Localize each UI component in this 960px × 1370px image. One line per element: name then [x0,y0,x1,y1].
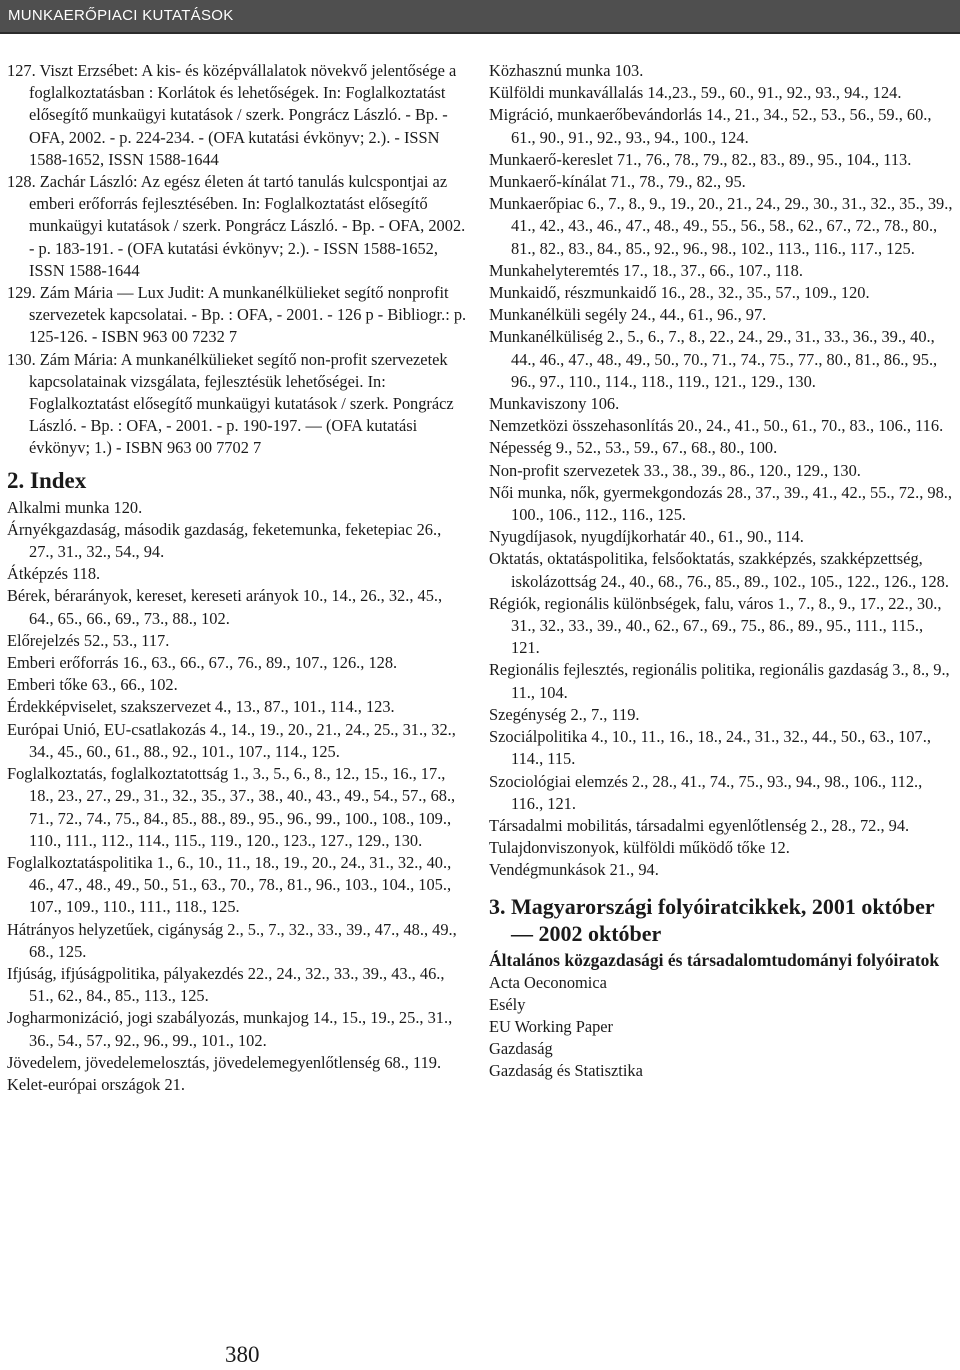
index-entry: Kelet-európai országok 21. [7,1074,185,1094]
index-entry: Munkanélküli segély 24., 44., 61., 96., 97. [489,305,767,325]
index-entry: Jövedelem, jövedelemelosztás, jövedelemegyenlőtlenség 68., 119. [7,1052,442,1072]
index-entry: Munkaerő-kínálat 71., 78., 79., 82., 95. [489,172,746,192]
index-entry: Foglalkoztatás, foglalkoztatottság 1., 3., 5., 6., 8., 12., 15., 16., 17., 18., 23., 27., 29., 31., 32., 35., 37., 38., 40., 43., 49., 54., 57., 68., 71., 72., 74., 75., 84., 85., 88., 89., 95., 96., 99., 100., 108., 109., 110., 111., 112., 114., 115., 119., 120., 123., 127., 129., 130. [7,764,456,850]
index-entry: Európai Unió, EU-csatlakozás 4., 14., 19., 20., 21., 24., 25., 31., 32., 34., 45., 60., 61., 88., 92., 101., 107., 114., 125. [7,719,456,761]
index-entry: Emberi erőforrás 16., 63., 66., 67., 76., 89., 107., 126., 128. [7,653,398,673]
page-number: 380 [225,1342,260,1367]
index-entry: Szegénység 2., 7., 119. [489,704,640,724]
index-entry: Munkaerő-kereslet 71., 76., 78., 79., 82., 83., 89., 95., 104., 113. [489,149,912,169]
index-entry: Nemzetközi összehasonlítás 20., 24., 41., 50., 61., 70., 83., 106., 116. [489,416,944,436]
running-header [0,0,960,34]
left-column [7,60,469,1096]
header-title: MUNKAERŐPIACI KUTATÁSOK [8,7,234,24]
reference-130: 130. Zám Mária: A munkanélkülieket segítő non-profit szervezetek kapcsolatainak vizsgálata, fejlesztésük lehetőségei. In: Foglalkoztatást elősegítő munkaügyi kutatások / szerk. Pongrácz László. - Bp. : OFA, - 2001. - p. 190-197. ― (OFA kutatási évkönyv; 1.) - ISBN 963 00 7702 7 [7,349,454,458]
index-entry: Érdekképviselet, szakszervezet 4., 13., 87., 101., 114., 123. [7,697,395,717]
index-entry: Munkahelyteremtés 17., 18., 37., 66., 107., 118. [489,260,803,280]
index-entry: Külföldi munkavállalás 14.,23., 59., 60., 91., 92., 93., 94., 124. [489,83,902,103]
index-entry: Oktatás, oktatáspolitika, felsőoktatás, szakképzés, szakképzettség, iskolázottság 24., 40., 68., 76., 85., 89., 102., 105., 122., 126., 128. [489,549,949,591]
index-entry: Emberi tőke 63., 66., 102. [7,675,178,695]
index-entry: Munkaerőpiac 6., 7., 8., 9., 19., 20., 21., 24., 29., 30., 31., 32., 35., 39., 41., 42., 43., 46., 47., 48., 49., 55., 56., 58., 62., 67., 72., 78., 80., 81., 82., 83., 84., 85., 92., 96., 98., 102., 113., 116., 117., 125. [489,194,953,258]
index-entry: Népesség 9., 52., 53., 59., 67., 68., 80., 100. [489,438,778,458]
index-entry: Regionális fejlesztés, regionális politika, regionális gazdaság 3., 8., 9., 11., 104. [489,660,950,702]
reference-127: 127. Viszt Erzsébet: A kis- és középvállalatok növekvő jelentősége a foglalkoztatásban : Korlátok és lehetőségek. In: Foglalkoztatást elősegítő munkaügyi kutatások / szerk. Pongrácz László. - Bp. - OFA, 2002. - p. 224-234. - (OFA kutatási évkönyv; 2.). - ISSN 1588-1652, ISSN 1588-1644 [7,61,457,169]
index-entry: Előrejelzés 52., 53., 117. [7,630,170,650]
index-entry: Szociológiai elemzés 2., 28., 41., 74., 75., 93., 94., 98., 106., 112., 116., 121. [489,771,923,813]
index-entry: Tulajdonviszonyok, külföldi működő tőke 12. [489,838,790,858]
index-entry: Szociálpolitika 4., 10., 11., 16., 18., 24., 31., 32., 44., 50., 63., 107., 114., 115. [489,727,931,769]
right-column [489,60,955,1083]
index-entry: Bérek, bérarányok, kereset, kereseti arányok 10., 14., 26., 32., 45., 64., 65., 66., 69., 73., 88., 102. [7,586,443,628]
index-entry: Munkaidő, részmunkaidő 16., 28., 32., 35., 57., 109., 120. [489,283,870,303]
index-entry: Vendégmunkások 21., 94. [489,860,659,880]
index-entry: Társadalmi mobilitás, társadalmi egyenlőtlenség 2., 28., 72., 94. [489,815,910,835]
index-entry: Nyugdíjasok, nyugdíjkorhatár 40., 61., 90., 114. [489,527,804,547]
reference-129: 129. Zám Mária ― Lux Judit: A munkanélkülieket segítő nonprofit szervezetek kapcsolatai. - Bp. : OFA, - 2001. - 126 p - Bibliogr.: p. 125-126. - ISBN 963 00 7232 7 [7,283,467,347]
index-entry: Közhasznú munka 103. [489,61,644,80]
index-entry: Hátrányos helyzetűek, cigányság 2., 5., 7., 32., 33., 39., 47., 48., 49., 68., 125. [7,919,457,961]
index-entry: Átképzés 118. [7,564,101,584]
index-entry: Munkaviszony 106. [489,394,620,414]
index-heading: 2. Index [7,467,87,493]
index-entry: Árnyékgazdaság, második gazdaság, feketemunka, feketepiac 26., 27., 31., 32., 54., 94. [7,519,442,562]
journal-item: Esély [489,994,526,1014]
index-entry: Női munka, nők, gyermekgondozás 28., 37., 39., 41., 42., 55., 72., 98., 100., 106., 112., 116., 125. [489,482,952,525]
index-entry: Alkalmi munka 120. [7,497,143,517]
reference-128: 128. Zachár László: Az egész életen át tartó tanulás kulcspontjai az emberi erőforrás fejlesztésében. In: Foglalkoztatást elősegítő munkaügyi kutatások / szerk. Pongrácz László. - Bp. - OFA, 2002. - p. 183-191. - (OFA kutatási évkönyv; 2.). - ISSN 1588-1652, ISSN 1588-1644 [7,172,466,280]
index-entry: Jogharmonizáció, jogi szabályozás, munkajog 14., 15., 19., 25., 31., 36., 54., 57., 92., 96., 99., 101., 102. [7,1008,453,1050]
index-entry: Migráció, munkaerőbevándorlás 14., 21., 34., 52., 53., 56., 59., 60., 61., 90., 91., 92., 93., 94., 100., 124. [489,105,932,147]
index-entry: Ifjúság, ifjúságpolitika, pályakezdés 22., 24., 32., 33., 39., 43., 46., 51., 62., 84., 85., 113., 125. [7,963,445,1006]
journal-item: Gazdaság [489,1039,553,1059]
journal-item: Gazdaság és Statisztika [489,1061,643,1081]
journal-item: Acta Oeconomica [489,972,607,992]
index-entry: Foglalkoztatáspolitika 1., 6., 10., 11., 18., 19., 20., 24., 31., 32., 40., 46., 47., 48., 49., 50., 51., 63., 70., 78., 81., 96., 103., 104., 105., 107., 109., 110., 111., 118., 125. [7,852,452,917]
journal-item: EU Working Paper [489,1016,614,1036]
index-entry: Régiók, regionális különbségek, falu, város 1., 7., 8., 9., 17., 22., 30., 31., 32., 33., 39., 40., 62., 67., 69., 75., 86., 89., 95., 111., 115., 121. [489,593,942,658]
section-heading: 3. Magyarországi folyóiratcikkek, 2001 október ― 2002 október [489,893,935,946]
index-entry: Munkanélküliség 2., 5., 6., 7., 8., 22., 24., 29., 31., 33., 36., 39., 40., 44., 46., 47., 48., 49., 50., 70., 71., 74., 75., 77., 80., 81., 86., 95., 96., 97., 110., 114., 118., 119., 121., 129., 130. [489,327,938,391]
index-entry: Non-profit szervezetek 33., 38., 39., 86., 120., 129., 130. [489,460,861,480]
subsection-heading: Általános közgazdasági és társadalomtudományi folyóiratok [489,949,940,970]
